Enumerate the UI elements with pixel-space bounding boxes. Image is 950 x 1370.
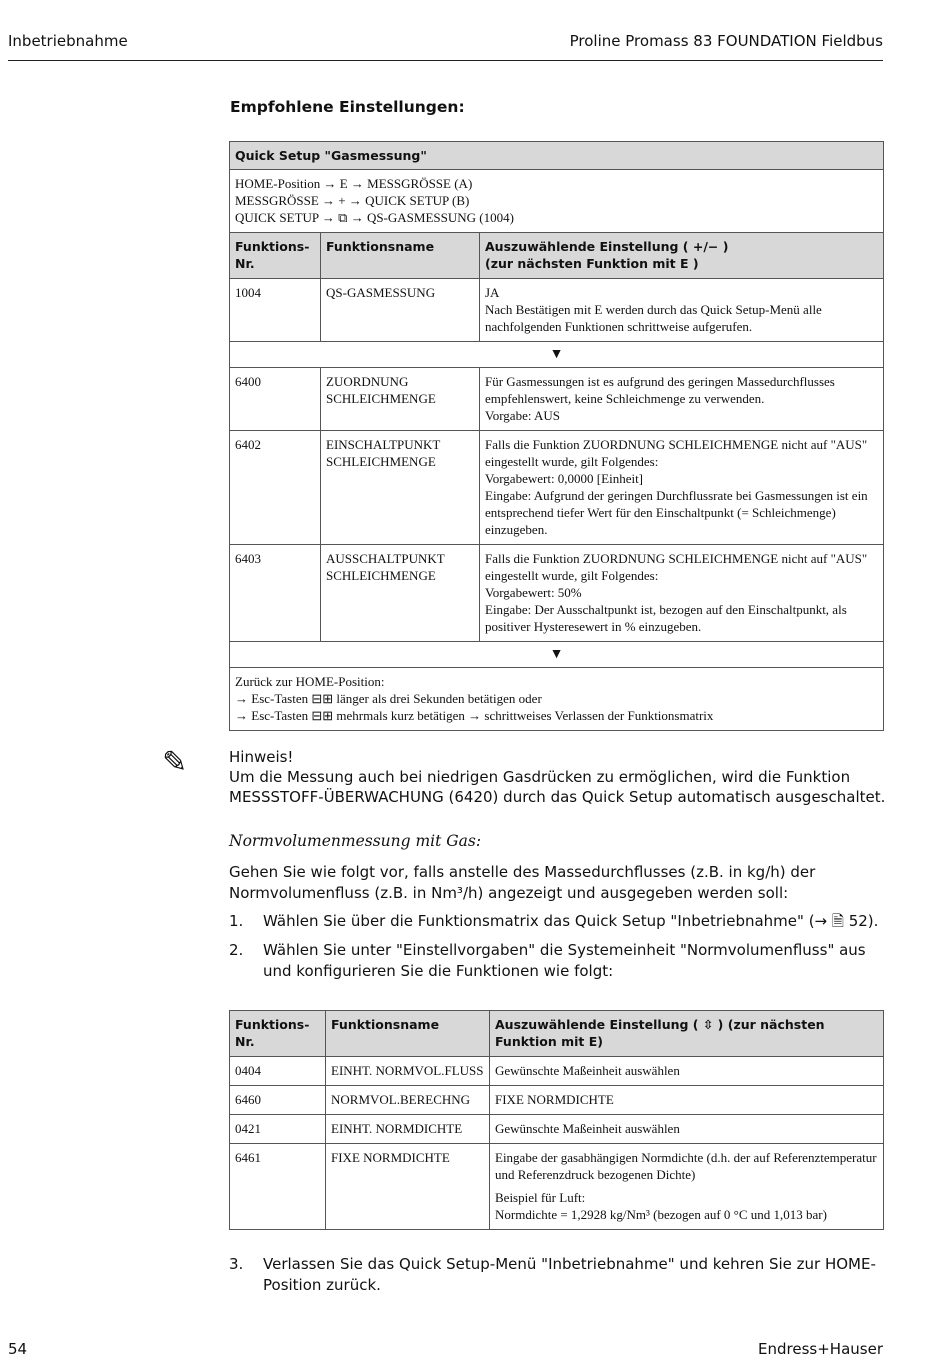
function-name: EINHT. NORMVOL.FLUSS	[326, 1057, 490, 1086]
quick-setup-table	[229, 141, 884, 731]
function-number: 0404	[230, 1057, 326, 1086]
setting-line: Falls die Funktion ZUORDNUNG SCHLEICHMENGE nicht auf "AUS" eingestellt wurde, gilt Folgendes:	[485, 551, 868, 583]
column-header-number: Funktions-Nr.	[230, 1011, 326, 1057]
step-text: Verlassen Sie das Quick Setup-Menü "Inbetriebnahme" und kehren Sie zur HOME-Position zurück.	[263, 1255, 876, 1294]
setting-line: Eingabe: Aufgrund der geringen Durchflussrate bei Gasmessungen ist ein entsprechend tiefer Wert für den Einschaltpunkt (= Schleichmenge) einzugeben.	[485, 488, 868, 537]
note-block	[229, 747, 889, 807]
column-header-number: Funktions-Nr.	[230, 233, 321, 279]
column-header-setting-line2: (zur nächsten Funktion mit E )	[485, 256, 699, 271]
section-title: Empfohlene Einstellungen:	[230, 98, 465, 116]
column-header-setting: Auszuwählende Einstellung ( ⇳ ) (zur nächsten Funktion mit E)	[490, 1011, 884, 1057]
setting-line: Nach Bestätigen mit E werden durch das Quick Setup-Menü alle nachfolgenden Funktionen schrittweise aufgerufen.	[485, 302, 822, 334]
table-row	[230, 1086, 884, 1115]
setting-line: Normdichte = 1,2928 kg/Nm³ (bezogen auf 0 °C und 1,013 bar)	[495, 1207, 827, 1222]
page-number: 54	[8, 1340, 28, 1358]
step-number: 1.	[229, 912, 244, 930]
function-name: QS-GASMESSUNG	[321, 279, 480, 342]
list-item	[229, 1254, 889, 1296]
table-row	[230, 545, 884, 642]
column-header-setting-line1: Auszuwählende Einstellung ( +/− )	[485, 239, 729, 254]
running-header-right: Proline Promass 83 FOUNDATION Fieldbus	[569, 32, 883, 50]
setting-line: Eingabe der gasabhängigen Normdichte (d.h. der auf Referenztemperatur und Referenzdruck bezogenen Dichte)	[495, 1150, 877, 1182]
step-number: 3.	[229, 1255, 244, 1273]
down-arrow-icon: ▼	[230, 342, 884, 368]
function-number: 6403	[230, 545, 321, 642]
table-row	[230, 279, 884, 342]
header-rule	[8, 60, 883, 61]
setting-line: Eingabe: Der Ausschaltpunkt ist, bezogen auf den Einschaltpunkt, als positiver Hysteresewert in % einzugeben.	[485, 602, 847, 634]
step-text: Wählen Sie über die Funktionsmatrix das Quick Setup "Inbetriebnahme" (→ 🗎 52).	[263, 912, 879, 930]
function-setting	[490, 1144, 884, 1230]
intro-paragraph: Gehen Sie wie folgt vor, falls anstelle des Massedurchflusses (z.B. in kg/h) der Normvolumenfluss (z.B. in Nm³/h) angezeigt und ausgegeben werden soll:	[229, 863, 816, 902]
list-item	[229, 911, 889, 932]
function-name: EINSCHALTPUNKT SCHLEICHMENGE	[321, 431, 480, 545]
table-row	[230, 431, 884, 545]
setting-line: Falls die Funktion ZUORDNUNG SCHLEICHMENGE nicht auf "AUS" eingestellt wurde, gilt Folgendes:	[485, 437, 868, 469]
function-setting	[480, 279, 884, 342]
table-row	[230, 1115, 884, 1144]
function-number: 6460	[230, 1086, 326, 1115]
return-line: → Esc-Tasten ⊟⊞ länger als drei Sekunden betätigen oder	[235, 691, 542, 706]
function-name: AUSSCHALTPUNKT SCHLEICHMENGE	[321, 545, 480, 642]
function-number: 1004	[230, 279, 321, 342]
function-name: EINHT. NORMDICHTE	[326, 1115, 490, 1144]
normvolume-table	[229, 1010, 884, 1230]
column-header-name: Funktionsname	[326, 1011, 490, 1057]
setting-line: Vorgabewert: 0,0000 [Einheit]	[485, 471, 644, 486]
navigation-path	[230, 170, 884, 233]
nav-line: QUICK SETUP → ⧉ → QS-GASMESSUNG (1004)	[235, 210, 514, 225]
nav-line: HOME-Position → E → MESSGRÖSSE (A)	[235, 176, 473, 191]
table-row	[230, 1057, 884, 1086]
table-row	[230, 368, 884, 431]
pencil-icon: ✎	[162, 745, 188, 780]
running-header-left: Inbetriebnahme	[8, 32, 128, 50]
setting-line: Vorgabe: AUS	[485, 408, 560, 423]
quick-setup-title: Quick Setup "Gasmessung"	[230, 142, 884, 170]
note-text: Um die Messung auch bei niedrigen Gasdrücken zu ermöglichen, wird die Funktion MESSSTOFF-ÜBERWACHUNG (6420) durch das Quick Setup automatisch ausgeschaltet.	[229, 768, 886, 806]
note-title: Hinweis!	[229, 748, 294, 766]
table-row	[230, 1144, 884, 1230]
function-number: 6402	[230, 431, 321, 545]
function-setting: FIXE NORMDICHTE	[490, 1086, 884, 1115]
subheading: Normvolumenmessung mit Gas:	[229, 832, 482, 850]
function-number: 6400	[230, 368, 321, 431]
setting-line: Für Gasmessungen ist es aufgrund des geringen Massedurchflusses empfehlenswert, keine Schleichmenge zu verwenden.	[485, 374, 835, 406]
footer-brand: Endress+Hauser	[758, 1340, 883, 1358]
setting-line: Vorgabewert: 50%	[485, 585, 582, 600]
column-header-name: Funktionsname	[321, 233, 480, 279]
function-setting	[480, 431, 884, 545]
function-setting: Gewünschte Maßeinheit auswählen	[490, 1115, 884, 1144]
setting-line: JA	[485, 285, 500, 300]
step-number: 2.	[229, 941, 244, 959]
return-line: → Esc-Tasten ⊟⊞ mehrmals kurz betätigen → schrittweises Verlassen der Funktionsmatrix	[235, 708, 714, 723]
column-header-setting	[480, 233, 884, 279]
function-number: 0421	[230, 1115, 326, 1144]
function-name: NORMVOL.BERECHNG	[326, 1086, 490, 1115]
nav-line: MESSGRÖSSE → + → QUICK SETUP (B)	[235, 193, 470, 208]
function-name: ZUORDNUNG SCHLEICHMENGE	[321, 368, 480, 431]
list-item	[229, 940, 889, 982]
return-instructions	[230, 668, 884, 731]
down-arrow-icon: ▼	[230, 642, 884, 668]
setting-line: Beispiel für Luft:	[495, 1190, 586, 1205]
function-setting	[480, 368, 884, 431]
return-line: Zurück zur HOME-Position:	[235, 674, 385, 689]
function-number: 6461	[230, 1144, 326, 1230]
function-setting	[480, 545, 884, 642]
step-text: Wählen Sie unter "Einstellvorgaben" die Systemeinheit "Normvolumenfluss" aus und konfigurieren Sie die Funktionen wie folgt:	[263, 941, 866, 980]
function-name: FIXE NORMDICHTE	[326, 1144, 490, 1230]
function-setting: Gewünschte Maßeinheit auswählen	[490, 1057, 884, 1086]
